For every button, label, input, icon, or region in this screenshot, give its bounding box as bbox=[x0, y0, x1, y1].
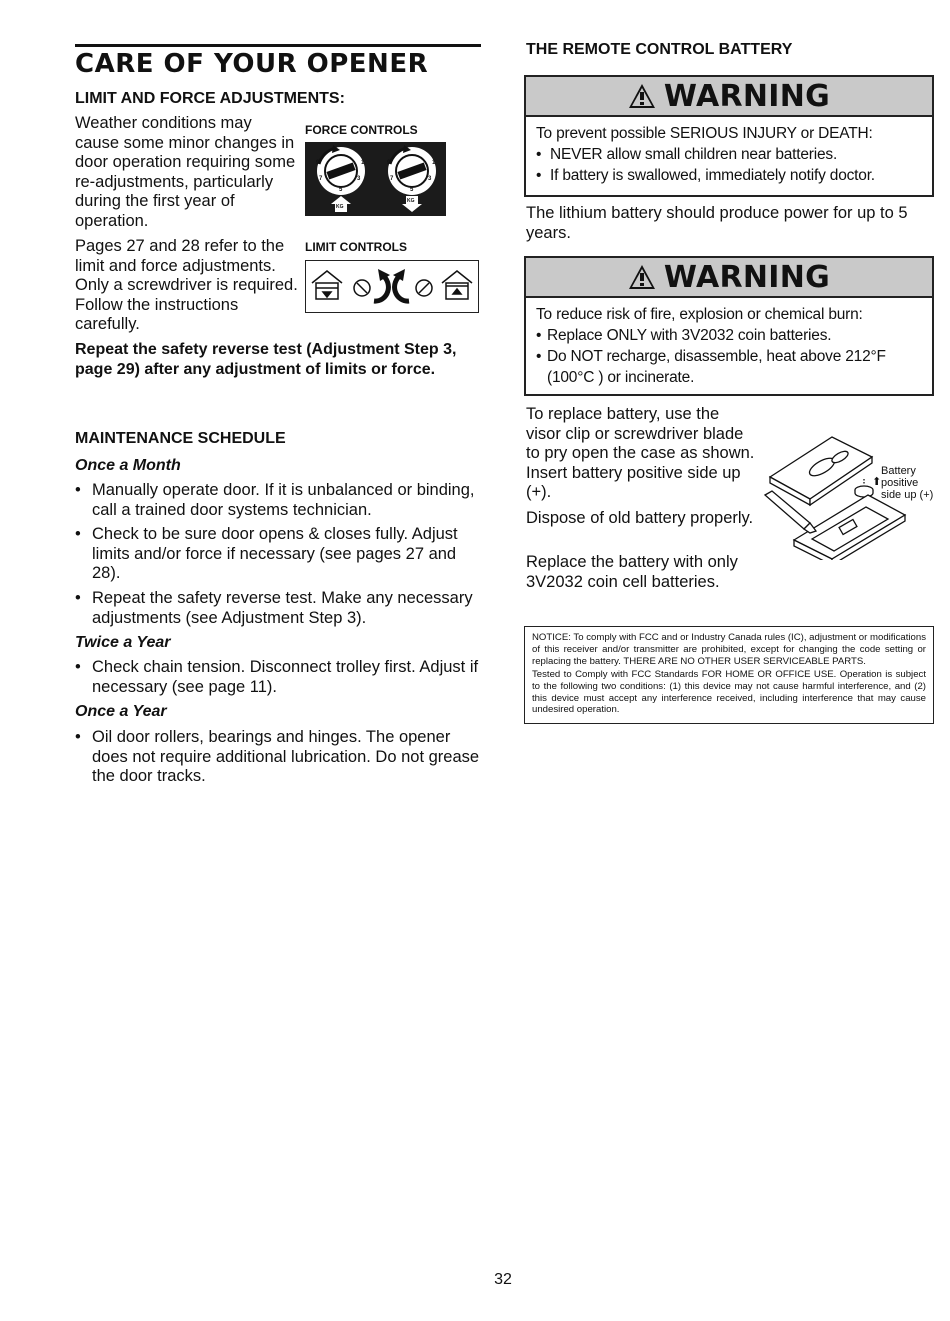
svg-text:7: 7 bbox=[319, 176, 323, 182]
once-a-month-list bbox=[75, 481, 485, 633]
svg-text:9: 9 bbox=[387, 160, 391, 166]
warning-item: • NEVER allow small children near batteries. bbox=[536, 146, 838, 163]
warning-box-fire bbox=[524, 256, 934, 396]
page-number: 32 bbox=[494, 1271, 512, 1288]
svg-text:5: 5 bbox=[410, 187, 414, 193]
warning-body bbox=[526, 117, 932, 192]
twice-a-year-subhead: Twice a Year bbox=[75, 634, 171, 651]
warning-item: • If battery is swallowed, immediately notify doctor. bbox=[536, 167, 875, 184]
svg-text:7: 7 bbox=[390, 176, 394, 182]
warning-item: • Replace ONLY with 3V2032 coin batteries. bbox=[536, 327, 832, 344]
maintenance-heading: MAINTENANCE SCHEDULE bbox=[75, 430, 286, 447]
svg-text:9: 9 bbox=[316, 160, 320, 166]
warning-word: WARNING bbox=[663, 259, 831, 295]
screw-slot-left-icon bbox=[354, 280, 370, 296]
svg-text:1: 1 bbox=[361, 160, 365, 166]
screw-slot-right-icon bbox=[416, 280, 432, 296]
once-a-year-list bbox=[75, 728, 485, 792]
replace-only-paragraph: Replace the battery with only 3V2032 coin cell batteries. bbox=[526, 553, 738, 591]
warning-triangle-icon bbox=[628, 83, 656, 109]
list-item: • Check chain tension. Disconnect trolley first. Adjust if necessary (see page 11). bbox=[75, 658, 479, 696]
replace-paragraph: To replace battery, use the visor clip or screwdriver blade to pry open the case as shown. Insert battery positive side up (+). bbox=[526, 405, 755, 502]
svg-text:KG: KG bbox=[407, 198, 415, 204]
limit-force-heading: LIMIT AND FORCE ADJUSTMENTS: bbox=[75, 90, 345, 107]
limit-controls-label: LIMIT CONTROLS bbox=[305, 240, 407, 254]
notice-paragraph: NOTICE: To comply with FCC and or Industry Canada rules (IC), adjustment or modifications of this receiver and/or transmitter are prohibited, except for changing the code setting or replacing the battery. THERE ARE NO OTHER USER SERVICEABLE PARTS. bbox=[532, 632, 926, 667]
lithium-paragraph: The lithium battery should produce power for up to 5 years. bbox=[526, 204, 908, 242]
list-item: • Manually operate door. If it is unbalanced or binding, call a trained door systems technician. bbox=[75, 481, 475, 519]
dispose-paragraph: Dispose of old battery properly. bbox=[526, 509, 754, 527]
weather-paragraph: Weather conditions may cause some minor changes in door operation requiring some re-adjustments, particularly during the first year of operation. bbox=[75, 114, 296, 230]
warning-item: • Do NOT recharge, disassemble, heat above 212°F (100°C ) or incinerate. bbox=[536, 348, 886, 386]
arrow-cw-icon bbox=[393, 269, 409, 301]
garage-door-down-icon bbox=[312, 271, 342, 299]
force-dial-right bbox=[387, 145, 436, 212]
once-a-year-subhead: Once a Year bbox=[75, 703, 167, 720]
pages-paragraph: Pages 27 and 28 refer to the limit and force adjustments. Only a screwdriver is required. Follow the instructions carefully. bbox=[75, 237, 298, 334]
twice-a-year-list bbox=[75, 658, 485, 702]
svg-text:KG: KG bbox=[336, 204, 344, 210]
repeat-test-paragraph: Repeat the safety reverse test (Adjustment Step 3, page 29) after any adjustment of limits or force. bbox=[75, 341, 457, 378]
warning-body bbox=[526, 298, 932, 394]
warning-box-injury bbox=[524, 75, 934, 197]
arrow-ccw-icon bbox=[374, 269, 390, 301]
once-a-month-subhead: Once a Month bbox=[75, 457, 181, 474]
limit-control-icon bbox=[305, 260, 479, 313]
page-title: CARE OF YOUR OPENER bbox=[75, 49, 429, 79]
fcc-notice-box bbox=[524, 626, 934, 724]
warning-lead: To reduce risk of fire, explosion or chemical burn: bbox=[536, 306, 863, 323]
force-dial-left bbox=[316, 145, 365, 212]
battery-caption: Battery ⬆ positive side up (+) bbox=[872, 465, 934, 501]
garage-door-up-icon bbox=[442, 271, 472, 299]
warning-triangle-icon bbox=[628, 264, 656, 290]
svg-text:5: 5 bbox=[339, 187, 343, 193]
svg-text:3: 3 bbox=[428, 176, 432, 182]
force-controls-label: FORCE CONTROLS bbox=[305, 123, 418, 137]
list-item: • Repeat the safety reverse test. Make any necessary adjustments (see Adjustment Step 3). bbox=[75, 588, 473, 627]
battery-heading: THE REMOTE CONTROL BATTERY bbox=[526, 41, 793, 58]
force-dial-icon bbox=[305, 142, 446, 216]
arrow-up-icon: ⬆ bbox=[872, 476, 882, 488]
warning-header bbox=[526, 77, 932, 117]
svg-text:3: 3 bbox=[357, 176, 361, 182]
warning-lead: To prevent possible SERIOUS INJURY or DEATH: bbox=[536, 125, 873, 142]
list-item: • Oil door rollers, bearings and hinges. The opener does not require additional lubrication. Do not grease the door tracks. bbox=[75, 728, 480, 786]
notice-paragraph: Tested to Comply with FCC Standards FOR HOME OR OFFICE USE. Operation is subject to the following two conditions: (1) this device may not cause harmful interference, and (2) this device must accept any interference received, including interference that may cause undesired operation. bbox=[532, 668, 926, 716]
warning-word: WARNING bbox=[663, 78, 831, 114]
list-item: • Check to be sure door opens & closes fully. Adjust limits and/or force if necessary (see pages 27 and 28). bbox=[75, 525, 458, 583]
warning-header bbox=[526, 258, 932, 298]
title-rule bbox=[75, 44, 481, 47]
svg-text:1: 1 bbox=[432, 160, 436, 166]
